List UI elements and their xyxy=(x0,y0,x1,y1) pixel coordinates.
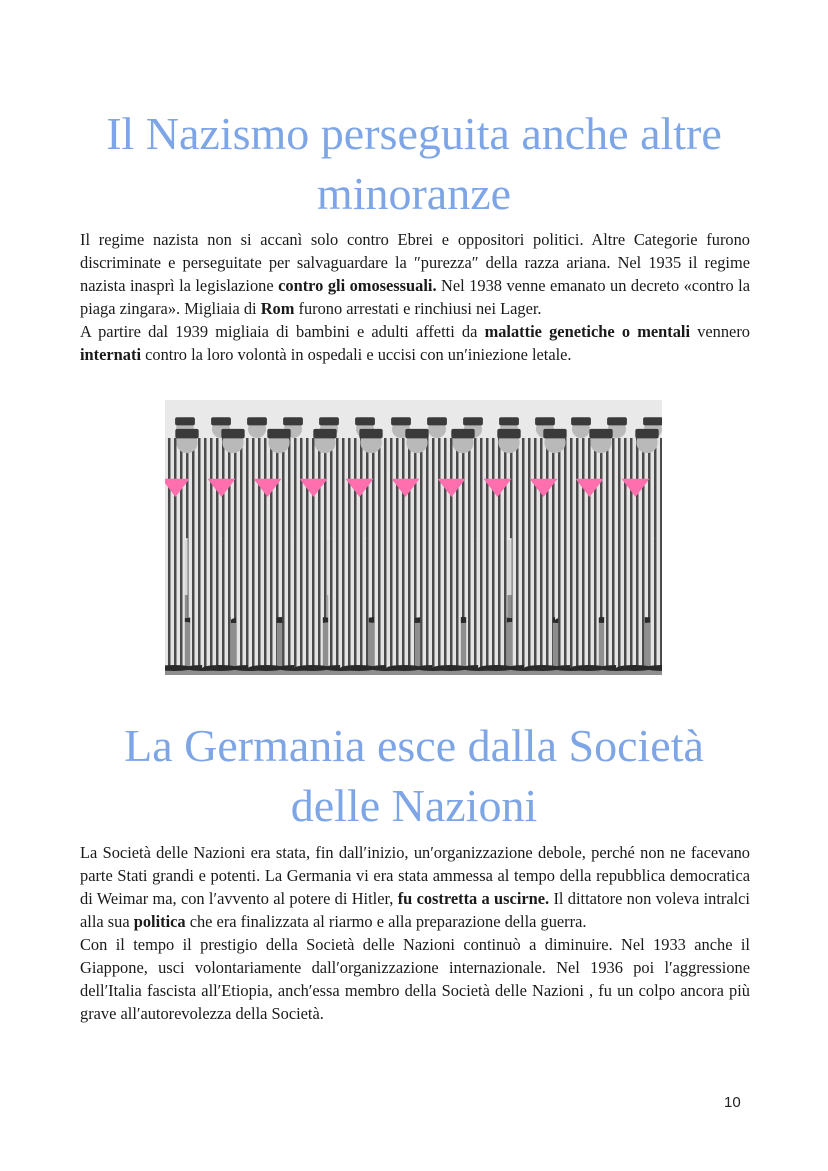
prisoner-cap xyxy=(635,429,658,439)
striped-trouser xyxy=(165,538,185,668)
prisoner-cap xyxy=(175,429,198,439)
title-line: Il Nazismo perseguita anche altre xyxy=(106,108,722,159)
paragraph-league-of-nations xyxy=(80,841,750,1025)
prisoner-cap xyxy=(571,417,591,425)
prisoner-cap xyxy=(589,429,612,439)
prisoner-cap xyxy=(499,417,519,425)
striped-trouser xyxy=(616,538,645,668)
prisoner-cap xyxy=(543,429,566,439)
prisoner-cap xyxy=(607,417,627,425)
prisoner-cap xyxy=(221,429,244,439)
prisoner-cap xyxy=(391,417,411,425)
body-text: che era finalizzata al riarmo e alla preparazione della guerra. xyxy=(185,912,587,931)
title-line: minoranze xyxy=(316,168,512,219)
section-title-league-of-nations xyxy=(60,716,768,836)
section-title-nazism-minorities xyxy=(60,104,768,224)
bold-text: Rom xyxy=(260,299,295,318)
prisoner-cap xyxy=(355,417,375,425)
body-text: Con il tempo il prestigio della Società delle Nazioni continuò a diminuire. Nel 1933 anche il Giappone, usci volontariamente dall′organizzazione internazionale. Nel 1936 poi l′aggressione dell′Italia fascista all′Etiopia, anch′essa membro della Società delle Nazioni , fu un colpo ancora più grave all′autorevolezza della Società. xyxy=(80,935,750,1023)
striped-trouser xyxy=(524,538,553,668)
title-line: delle Nazioni xyxy=(290,780,538,831)
bold-text: internati xyxy=(80,345,142,364)
page-number: 10 xyxy=(724,1094,741,1111)
prisoner-cap xyxy=(283,417,303,425)
prisoner-cap xyxy=(319,417,339,425)
bold-text: contro gli omosessuali. xyxy=(278,276,437,295)
prisoners-photo xyxy=(165,400,662,675)
striped-trouser xyxy=(650,538,662,668)
body-text: contro la loro volontà in ospedali e uccisi con un′iniezione letale. xyxy=(141,345,572,364)
prisoner-cap xyxy=(427,417,447,425)
striped-trouser xyxy=(340,538,369,668)
striped-trouser xyxy=(248,538,277,668)
prisoners-photo-illustration xyxy=(165,400,662,675)
striped-trouser xyxy=(294,538,323,668)
prisoner-cap xyxy=(535,417,555,425)
body-text: La Società delle Nazioni era stata, fin dall′inizio, un′organizzazione debole, perché non ne facevano parte Stati grandi e potenti. La Germania vi era stata ammessa al tempo della repubblica democratica di Weimar ma, con l′avvento al potere di Hitler, xyxy=(80,843,750,908)
prisoner-cap xyxy=(643,417,662,425)
body-text: furono arrestati e rinchiusi nei Lager. xyxy=(294,299,542,318)
prisoner-cap xyxy=(267,429,290,439)
prisoner-cap xyxy=(405,429,428,439)
striped-trouser xyxy=(386,538,415,668)
paragraph-nazism-minorities xyxy=(80,228,750,366)
prisoner-cap xyxy=(247,417,267,425)
bold-text: fu costretta a uscirne. xyxy=(397,889,550,908)
prisoner-cap xyxy=(497,429,520,439)
prisoner-cap xyxy=(463,417,483,425)
prisoner-cap xyxy=(451,429,474,439)
body-text: Il regime nazista non si accanì solo contro Ebrei e oppositori politici. Altre Categorie furono discriminate e perseguitate per salvaguardare la ″purezza″ della razza ariana. Nel 1935 il regime nazista inasprì la legislazione xyxy=(80,230,750,295)
body-text: Il dittatore non voleva intralci alla sua xyxy=(80,889,750,931)
body-text: Nel 1938 venne emanato un decreto «contro la piaga zingara». Migliaia di xyxy=(80,276,750,318)
striped-trouser xyxy=(570,538,599,668)
striped-trouser xyxy=(202,538,231,668)
prisoner-cap xyxy=(175,417,195,425)
striped-trouser xyxy=(432,538,461,668)
body-text: vennero xyxy=(690,322,750,341)
prisoner-cap xyxy=(313,429,336,439)
bold-text: politica xyxy=(133,912,186,931)
prisoner-cap xyxy=(211,417,231,425)
striped-trouser xyxy=(478,538,507,668)
bold-text: malattie genetiche o mentali xyxy=(484,322,691,341)
prisoner-cap xyxy=(359,429,382,439)
striped-jacket xyxy=(615,453,662,538)
body-text: A partire dal 1939 migliaia di bambini e adulti affetti da xyxy=(80,322,485,341)
title-line: La Germania esce dalla Società xyxy=(124,720,704,771)
